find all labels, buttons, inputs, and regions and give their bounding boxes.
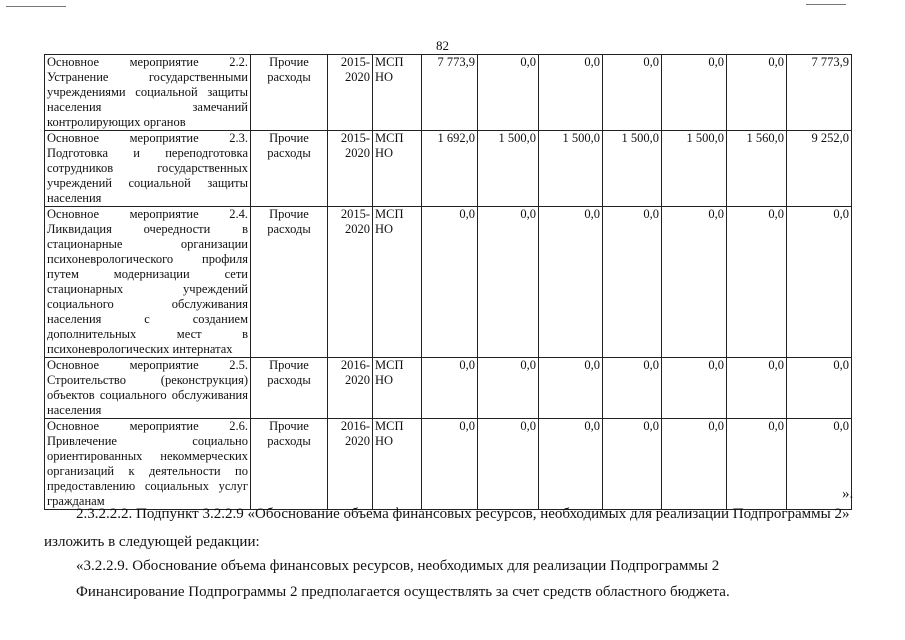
- scan-artifact-top-left: [6, 6, 66, 7]
- funding-value-cell: 0,0: [603, 358, 662, 419]
- page-number: 82: [436, 38, 449, 53]
- years-cell: 2016-2020: [328, 419, 373, 510]
- funding-value-cell: 0,0: [422, 207, 478, 358]
- years-cell: 2015-2020: [328, 131, 373, 207]
- measure-name-cell: Основное мероприятие 2.4. Ликвидация очередности в стационарные организации психоневрологического профиля путем модернизации сети стационарных учреждений социального обслуживания населения с созданием дополнительных мест в психоневрологических интернатах: [45, 207, 251, 358]
- funding-value-cell: 0,0: [727, 55, 787, 131]
- measure-name-cell: Основное мероприятие 2.5. Строительство (реконструкция) объектов социального обслуживания населения: [45, 358, 251, 419]
- executor-cell: МСП НО: [373, 131, 422, 207]
- years-cell: 2015-2020: [328, 207, 373, 358]
- funding-value-cell: 0,0: [787, 207, 852, 358]
- years-cell: 2016-2020: [328, 358, 373, 419]
- funding-value-cell: 0,0: [539, 207, 603, 358]
- funding-value-cell: 1 500,0: [478, 131, 539, 207]
- funding-value-cell: 0,0: [662, 419, 727, 510]
- expense-type-cell: Прочие расходы: [251, 207, 328, 358]
- funding-value-cell: 0,0: [787, 419, 852, 510]
- funding-value-cell: 0,0: [478, 419, 539, 510]
- funding-value-cell: 0,0: [422, 358, 478, 419]
- executor-cell: МСП НО: [373, 207, 422, 358]
- executor-cell: МСП НО: [373, 419, 422, 510]
- expense-type-cell: Прочие расходы: [251, 131, 328, 207]
- funding-value-cell: 1 500,0: [539, 131, 603, 207]
- funding-value-cell: 0,0: [727, 207, 787, 358]
- paragraph-subclause: 2.3.2.2.2. Подпункт 3.2.2.9 «Обоснование объема финансовых ресурсов, необходимых для реализации Подпрограммы 2»: [76, 506, 850, 522]
- funding-value-cell: 0,0: [478, 358, 539, 419]
- table-row: [45, 131, 852, 207]
- executor-cell: МСП НО: [373, 358, 422, 419]
- funding-value-cell: 1 560,0: [727, 131, 787, 207]
- funding-value-cell: 0,0: [787, 358, 852, 419]
- table-row: [45, 419, 852, 510]
- expense-type-cell: Прочие расходы: [251, 55, 328, 131]
- funding-value-cell: 0,0: [539, 419, 603, 510]
- funding-value-cell: 0,0: [478, 55, 539, 131]
- executor-cell: МСП НО: [373, 55, 422, 131]
- funding-value-cell: 0,0: [662, 55, 727, 131]
- funding-value-cell: 0,0: [603, 55, 662, 131]
- funding-value-cell: 0,0: [539, 55, 603, 131]
- funding-value-cell: 0,0: [662, 207, 727, 358]
- paragraph-section-heading: «3.2.2.9. Обоснование объема финансовых ресурсов, необходимых для реализации Подпрограммы 2: [76, 558, 720, 574]
- measure-name-cell: Основное мероприятие 2.2. Устранение государственными учреждениями социальной защиты населения замечаний контролирующих органов: [45, 55, 251, 131]
- measure-name-cell: Основное мероприятие 2.6. Привлечение социально ориентированных некоммерческих организаций к деятельности по предоставлению социальных услуг гражданам: [45, 419, 251, 510]
- table-row: [45, 207, 852, 358]
- funding-value-cell: 0,0: [478, 207, 539, 358]
- years-cell: 2015-2020: [328, 55, 373, 131]
- funding-value-cell: 1 500,0: [603, 131, 662, 207]
- expense-type-cell: Прочие расходы: [251, 358, 328, 419]
- funding-value-cell: 0,0: [422, 419, 478, 510]
- funding-value-cell: 0,0: [727, 358, 787, 419]
- funding-value-cell: 0,0: [539, 358, 603, 419]
- funding-value-cell: 1 692,0: [422, 131, 478, 207]
- paragraph-instruction: изложить в следующей редакции:: [44, 534, 260, 550]
- funding-value-cell: 7 773,9: [422, 55, 478, 131]
- table-row: [45, 358, 852, 419]
- paragraph-financing: Финансирование Подпрограммы 2 предполагается осуществлять за счет средств областного бюджета.: [76, 584, 730, 600]
- funding-value-cell: 0,0: [727, 419, 787, 510]
- scan-artifact-top-right: [806, 4, 846, 5]
- closing-quote: ».: [842, 486, 854, 502]
- table-row: [45, 55, 852, 131]
- funding-value-cell: 0,0: [603, 207, 662, 358]
- funding-value-cell: 0,0: [662, 358, 727, 419]
- expense-type-cell: Прочие расходы: [251, 419, 328, 510]
- funding-table: [44, 54, 852, 510]
- measure-name-cell: Основное мероприятие 2.3. Подготовка и переподготовка сотрудников государственных учреждений социальной защиты населения: [45, 131, 251, 207]
- funding-value-cell: 1 500,0: [662, 131, 727, 207]
- funding-value-cell: 7 773,9: [787, 55, 852, 131]
- funding-value-cell: 9 252,0: [787, 131, 852, 207]
- funding-value-cell: 0,0: [603, 419, 662, 510]
